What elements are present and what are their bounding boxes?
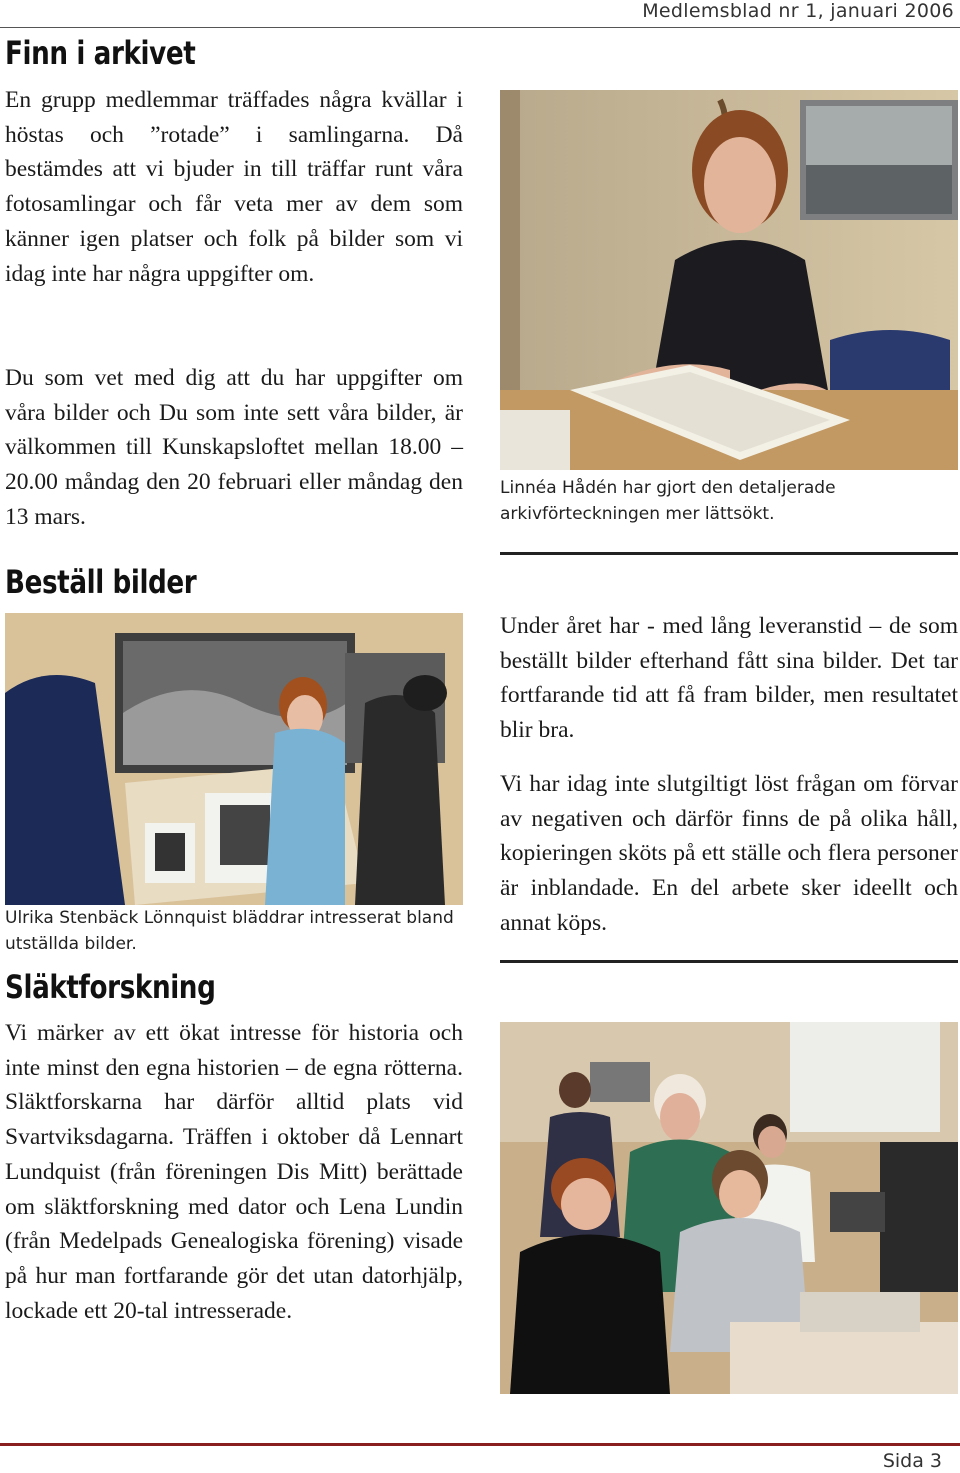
section-title-finn: Finn i arkivet bbox=[5, 34, 196, 72]
finn-paragraph-1: En grupp medlemmar träffades några kvällar i höstas och ”rotade” i samlingarna. Då bestämdes att vi bjuder in till träffar runt våra fotosamlingar och får veta mer av dem som känner igen platser och folk på bilder som vi idag inte har några uppgifter om. bbox=[5, 87, 463, 287]
photo-genealogy-image bbox=[500, 1022, 958, 1394]
bestall-paragraph-1: Under året har - med lång leveranstid – de som beställt bilder efterhand fått sina bilder. Det tar fortfarande tid att få fram bilder, men resultatet blir bra. bbox=[500, 613, 958, 744]
section-title-bestall: Beställ bilder bbox=[5, 563, 197, 601]
bestall-paragraph-2: Vi har idag inte slutgiltigt löst frågan om förvar av negativen och därför finns de på olika håll, kopieringen sköts på ett ställe och flera personer är inblandade. En del arbete sker ideellt och annat köps. bbox=[500, 771, 958, 936]
photo-archivist-image bbox=[500, 90, 958, 470]
column-rule bbox=[500, 552, 958, 555]
photo-exhibition bbox=[5, 613, 463, 905]
photo-exhibition-image bbox=[5, 613, 463, 905]
footer-rule bbox=[0, 1443, 960, 1446]
finn-paragraph-2: Du som vet med dig att du har uppgifter om våra bilder och Du som inte sett våra bilder, är välkommen till Kunskapsloftet mellan 18.00 – 20.00 måndag den 20 februari eller måndag den 13 mars. bbox=[5, 365, 463, 530]
publication-header: Medlemsblad nr 1, januari 2006 bbox=[642, 0, 954, 22]
section-title-slakt: Släktforskning bbox=[5, 968, 216, 1006]
caption-archivist: Linnéa Hådén har gjort den detaljerade arkivförteckningen mer lättsökt. bbox=[500, 478, 836, 524]
header-rule bbox=[0, 27, 960, 28]
slakt-paragraph: Vi märker av ett ökat intresse för historia och inte minst den egna historien – de egna rötterna. Släktforskarna har därför alltid plats vid Svartviksdagarna. Träffen i oktober då Lennart Lundquist (från föreningen Dis Mitt) berättade om släktforskning med dator och Lena Lundin (från Medelpads Genealogiska förening) visade på hur man fortfarande gör det utan datorhjälp, lockade ett 20-tal intresserade. bbox=[5, 1020, 463, 1324]
photo-genealogy bbox=[500, 1022, 958, 1394]
column-rule-2 bbox=[500, 960, 958, 963]
caption-exhibition: Ulrika Stenbäck Lönnquist bläddrar intresserat bland utställda bilder. bbox=[5, 908, 454, 954]
page-number: Sida 3 bbox=[882, 1450, 942, 1472]
photo-archivist bbox=[500, 90, 958, 470]
